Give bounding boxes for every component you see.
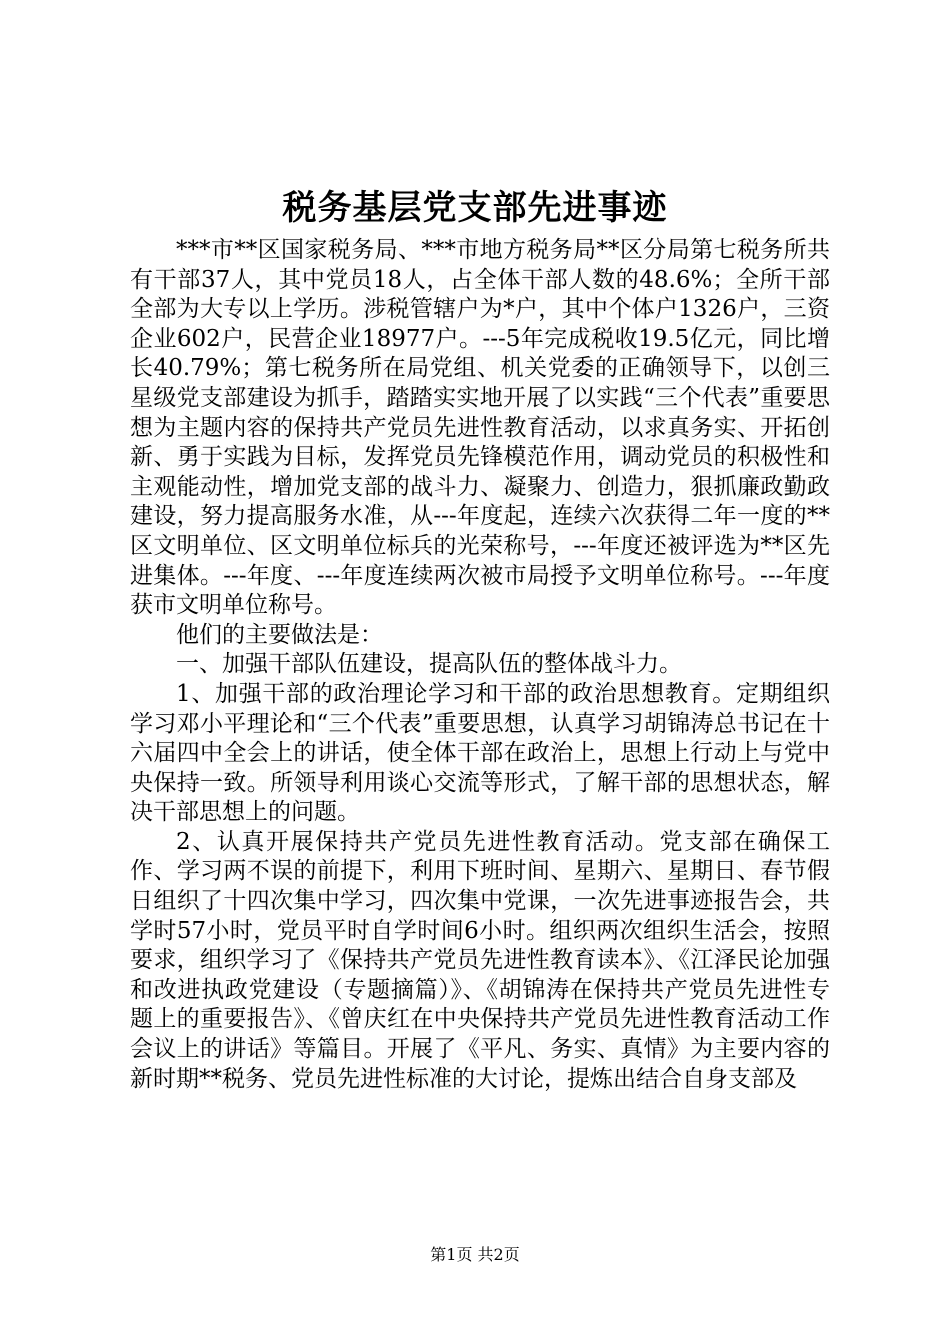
document-title: 税务基层党支部先进事迹	[282, 188, 668, 228]
paragraph-item-2: 2、认真开展保持共产党员先进性教育活动。党支部在确保工作、学习两不误的前提下，利用下班时间、星期六、星期日、春节假日组织了十四次集中学习，四次集中党课，一次先进事迹报告会，共学时57小时，党员平时自学时间6小时。组织两次组织生活会，按照要求，组织学习了《保持共产党员先进性教育读本》、《江泽民论加强和改进执政党建设（专题摘篇）》、《胡锦涛在保持共产党员先进性专题上的重要报告》、《曾庆红在中央保持共产党员先进性教育活动工作会议上的讲话》等篇目。开展了《平凡、务实、真情》为主要内容的新时期**税务、党员先进性标准的大讨论，提炼出结合自身支部及	[130, 828, 830, 1092]
document-body	[130, 236, 830, 1094]
paragraph-methods-lead: 他们的主要做法是：	[176, 621, 383, 648]
paragraph-item-1: 1、加强干部的政治理论学习和干部的政治思想教育。定期组织学习邓小平理论和“三个代表”重要思想，认真学习胡锦涛总书记在十六届四中全会上的讲话，使全体干部在政治上，思想上行动上与党中央保持一致。所领导利用谈心交流等形式，了解干部的思想状态，解决干部思想上的问题。	[130, 680, 830, 826]
paragraph-intro: ***市**区国家税务局、***市地方税务局**区分局第七税务所共有干部37人，其中党员18人，占全体干部人数的48.6%；全所干部全部为大专以上学历。涉税管辖户为*户，其中个体户1326户，三资企业602户，民营企业18977户。---5年完成税收19.5亿元，同比增长40.79%；第七税务所在局党组、机关党委的正确领导下，以创三星级党支部建设为抓手，踏踏实实地开展了以实践“三个代表”重要思想为主题内容的保持共产党员先进性教育活动，以求真务实、开拓创新、勇于实践为目标，发挥党员先锋模范作用，调动党员的积极性和主观能动性，增加党支部的战斗力、凝聚力、创造力，狠抓廉政勤政建设，努力提高服务水准，从---年度起，连续六次获得二年一度的**区文明单位、区文明单位标兵的光荣称号，---年度还被评选为**区先进集体。---年度、---年度连续两次被市局授予文明单位称号。---年度获市文明单位称号。	[130, 237, 830, 619]
section-heading-1: 一、加强干部队伍建设，提高队伍的整体战斗力。	[176, 651, 682, 678]
page-number-footer: 第1页 共2页	[430, 1245, 520, 1264]
